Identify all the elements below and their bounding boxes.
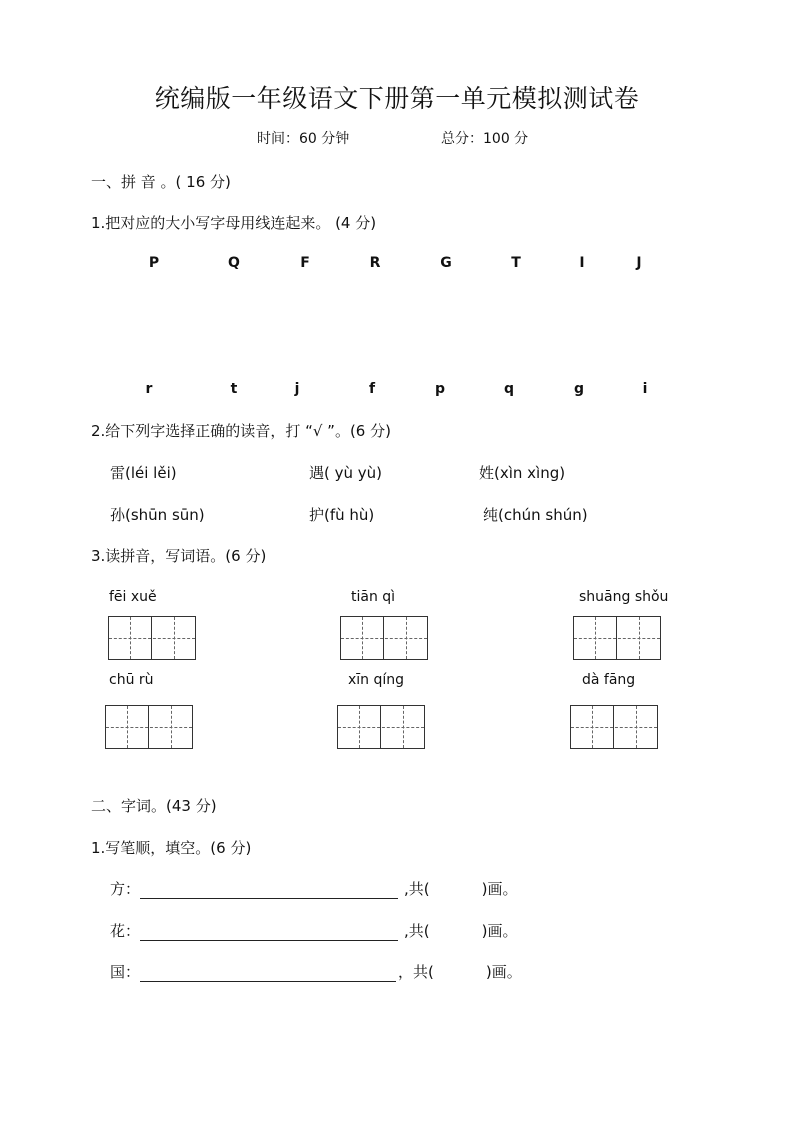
- pinyin-label: shuāng shǒu: [579, 589, 669, 605]
- pinyin-label: dà fāng: [582, 672, 636, 688]
- lowercase-letter: p: [434, 381, 446, 397]
- page-title: 统编版一年级语文下册第一单元模拟测试卷: [154, 84, 640, 113]
- target-character: 方：: [110, 880, 141, 898]
- lowercase-letter: q: [503, 381, 515, 397]
- writing-grid[interactable]: [570, 705, 658, 749]
- stroke-count-suffix: )画。: [481, 922, 518, 940]
- uppercase-letter: I: [579, 255, 585, 271]
- stroke-order-answer-line[interactable]: [140, 965, 396, 982]
- question-2-1: 1.写笔顺，填空。(6 分): [91, 839, 252, 857]
- stroke-count-prefix: ,共(: [404, 880, 430, 898]
- uppercase-letter: G: [440, 255, 452, 271]
- pinyin-label: fēi xuě: [109, 589, 157, 605]
- target-character: 国：: [110, 963, 141, 981]
- lowercase-letter: j: [294, 381, 300, 397]
- reading-choice: 遇( yù yù): [309, 464, 383, 482]
- reading-choice: 姓(xìn xìng): [479, 464, 566, 482]
- question-1-3: 3.读拼音，写词语。(6 分): [91, 547, 267, 565]
- writing-grid[interactable]: [108, 616, 196, 660]
- lowercase-letter: g: [573, 381, 585, 397]
- question-1-1: 1.把对应的大小写字母用线连起来。 (4 分): [91, 214, 377, 232]
- stroke-order-row: [110, 878, 518, 899]
- stroke-order-answer-line[interactable]: [140, 924, 398, 941]
- uppercase-letter: Q: [228, 255, 240, 271]
- writing-grid[interactable]: [573, 616, 661, 660]
- lowercase-letter: t: [230, 381, 238, 397]
- uppercase-letter: J: [636, 255, 642, 271]
- reading-choice: 纯(chún shún): [483, 506, 588, 524]
- exam-total-score: 总分：100 分: [441, 131, 529, 147]
- stroke-count-suffix: )画。: [485, 963, 522, 981]
- lowercase-letter: i: [642, 381, 648, 397]
- writing-grid[interactable]: [340, 616, 428, 660]
- uppercase-letter: P: [148, 255, 160, 271]
- stroke-order-answer-line[interactable]: [140, 882, 398, 899]
- section-2-heading: 二、字词。(43 分): [91, 797, 217, 815]
- uppercase-letter: R: [369, 255, 381, 271]
- lowercase-letter: r: [145, 381, 153, 397]
- reading-choice: 护(fù hù): [309, 506, 375, 524]
- lowercase-letter: f: [368, 381, 376, 397]
- question-1-2: 2.给下列字选择正确的读音，打 “√ ”。(6 分): [91, 422, 391, 440]
- stroke-count-prefix: ，共(: [398, 963, 434, 981]
- stroke-order-row: [110, 961, 522, 982]
- stroke-count-suffix: )画。: [481, 880, 518, 898]
- target-character: 花：: [110, 922, 141, 940]
- pinyin-label: chū rù: [109, 672, 154, 688]
- uppercase-letter: T: [511, 255, 521, 271]
- writing-grid[interactable]: [105, 705, 193, 749]
- reading-choice: 雷(léi lěi): [110, 464, 177, 482]
- exam-time: 时间：60 分钟: [257, 131, 350, 147]
- pinyin-label: tiān qì: [351, 589, 396, 605]
- uppercase-letter: F: [300, 255, 310, 271]
- reading-choice: 孙(shūn sūn): [110, 506, 205, 524]
- writing-grid[interactable]: [337, 705, 425, 749]
- pinyin-label: xīn qíng: [348, 672, 405, 688]
- stroke-count-prefix: ,共(: [404, 922, 430, 940]
- section-1-heading: 一、拼 音 。( 16 分): [91, 173, 231, 191]
- stroke-order-row: [110, 920, 518, 941]
